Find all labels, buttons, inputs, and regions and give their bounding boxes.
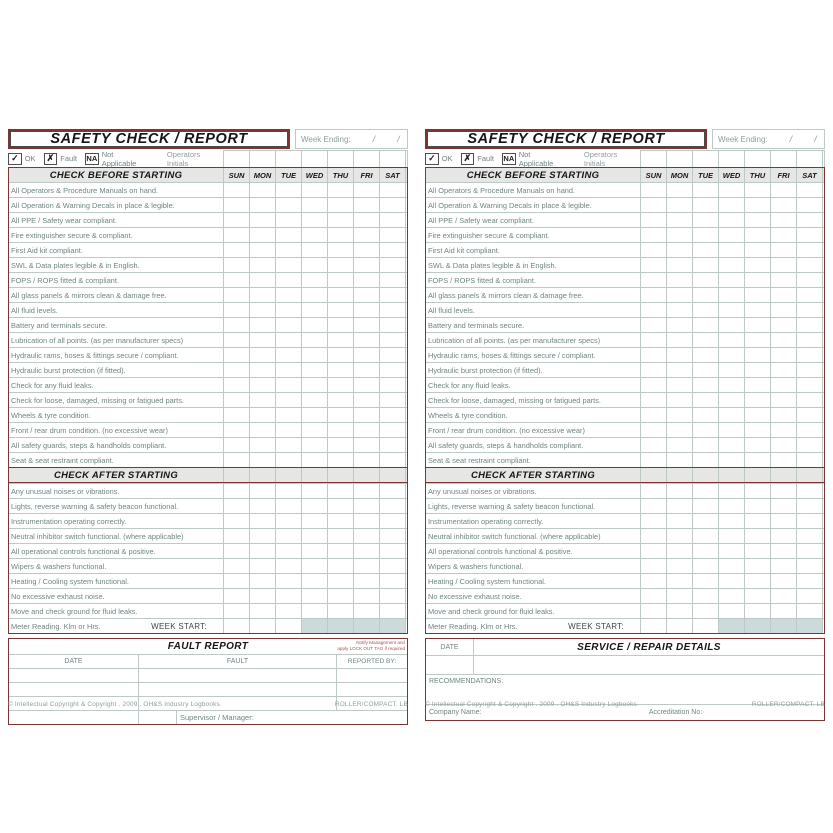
- day-check-cells: [224, 589, 406, 603]
- check-item-label: Front / rear drum condition. (no excessive wear): [9, 423, 224, 437]
- check-item-label: Wheels & tyre condition.: [9, 408, 224, 422]
- meter-reading-label: Meter Reading. Klm or Hrs.: [11, 621, 101, 631]
- check-item-label: Heating / Cooling system functional.: [426, 574, 641, 588]
- check-row: [426, 513, 824, 528]
- day-check-cells: [224, 544, 406, 558]
- check-row: [426, 603, 824, 618]
- check-row: [9, 377, 407, 392]
- check-row: [426, 197, 824, 212]
- check-item-label: Neutral inhibitor switch functional. (where applicable): [426, 529, 641, 543]
- day-check-cells: [641, 258, 823, 272]
- check-row: [426, 558, 824, 573]
- legend-labels: [425, 150, 640, 167]
- date-column-header: DATE: [426, 639, 474, 655]
- copyright-text: © Intellectual Copyright & Copyright . 2009 . OH&S Industry Logbooks.: [8, 701, 222, 708]
- check-item-label: All Operators & Procedure Manuals on hand.: [426, 183, 641, 197]
- check-item-label: All fluid levels.: [426, 303, 641, 317]
- copyright-text: © Intellectual Copyright & Copyright . 2009 . OH&S Industry Logbooks.: [425, 701, 639, 708]
- check-item-label: Lubrication of all points. (as per manufacturer specs): [9, 333, 224, 347]
- day-check-cells: [224, 529, 406, 543]
- day-check-cells: [224, 258, 406, 272]
- day-header: TUE: [693, 168, 719, 182]
- supervisor-label: Supervisor / Manager:: [180, 713, 254, 722]
- check-row: [9, 437, 407, 452]
- operators-initials-label: Operators Initials: [166, 149, 201, 168]
- check-row: [426, 347, 824, 362]
- day-check-cells: [224, 378, 406, 392]
- check-row: [426, 272, 824, 287]
- date-slash: /: [789, 134, 793, 144]
- not-applicable-icon: NA: [503, 154, 515, 163]
- check-row: [9, 347, 407, 362]
- form-code: ROLLER/COMPACT. LB: [751, 701, 825, 708]
- check-row: [9, 558, 407, 573]
- day-header: SAT: [380, 168, 406, 182]
- check-row: [426, 242, 824, 257]
- day-check-cells: [224, 243, 406, 257]
- check-item-label: No excessive exhaust noise.: [426, 589, 641, 603]
- fault-report-title: FAULT REPORT: [167, 641, 249, 652]
- day-check-cells: [641, 589, 823, 603]
- day-header: WED: [719, 168, 745, 182]
- supervisor-row: [9, 711, 407, 724]
- title-row: [8, 129, 408, 149]
- check-item-label: All operational controls functional & positive.: [426, 544, 641, 558]
- day-check-cells: [224, 453, 406, 467]
- day-check-cells: [641, 544, 823, 558]
- service-repair-title: SERVICE / REPAIR DETAILS: [577, 641, 721, 653]
- not-applicable-icon: NA: [86, 154, 98, 163]
- check-item-label: Hydraulic burst protection (if fitted).: [426, 363, 641, 377]
- check-row: [9, 197, 407, 212]
- legend-labels: [8, 150, 223, 167]
- day-check-cells: [224, 559, 406, 573]
- check-row: [426, 377, 824, 392]
- fault-column-header: FAULT: [139, 655, 337, 668]
- check-item-label: No excessive exhaust noise.: [9, 589, 224, 603]
- day-check-cells: [224, 273, 406, 287]
- fault-table-row: [9, 669, 407, 683]
- title-row: [425, 129, 825, 149]
- check-item-label: Any unusual noises or vibrations.: [426, 484, 641, 498]
- day-check-cells: [641, 243, 823, 257]
- meter-reading-label-cell: [9, 619, 224, 633]
- checklist-table: [8, 167, 408, 634]
- check-item-label: Fire extinguisher secure & compliant.: [426, 228, 641, 242]
- fault-report-box: [8, 638, 408, 725]
- day-check-cells: [641, 183, 823, 197]
- check-item-label: All Operators & Procedure Manuals on hand.: [9, 183, 224, 197]
- day-check-cells: [641, 574, 823, 588]
- page-footer: [8, 701, 408, 708]
- check-row: [9, 498, 407, 513]
- check-item-label: Wheels & tyre condition.: [426, 408, 641, 422]
- not-applicable-label: Not Applicable: [101, 149, 137, 168]
- day-check-cells: [641, 438, 823, 452]
- check-row: [9, 573, 407, 588]
- after-starting-header: [426, 467, 824, 483]
- before-starting-header: [426, 168, 824, 182]
- day-check-cells: [224, 228, 406, 242]
- check-row: [426, 422, 824, 437]
- meter-reading-cells: [641, 619, 823, 633]
- legend-day-cells: [640, 150, 825, 167]
- day-check-cells: [224, 438, 406, 452]
- check-item-label: SWL & Data plates legible & in English.: [426, 258, 641, 272]
- check-item-label: Check for any fluid leaks.: [9, 378, 224, 392]
- meter-reading-label: Meter Reading. Klm or Hrs.: [428, 621, 518, 631]
- check-item-label: All Operation & Warning Decals in place & legible.: [9, 198, 224, 212]
- day-check-cells: [224, 183, 406, 197]
- meter-reading-cells: [224, 619, 406, 633]
- company-name-label: Company Name:: [429, 709, 482, 716]
- check-row: [9, 242, 407, 257]
- check-item-label: SWL & Data plates legible & in English.: [9, 258, 224, 272]
- date-column-header: DATE: [9, 655, 139, 668]
- check-row: [9, 588, 407, 603]
- check-row: [9, 182, 407, 197]
- day-check-cells: [224, 333, 406, 347]
- day-header: SAT: [797, 168, 823, 182]
- day-check-cells: [224, 213, 406, 227]
- check-item-label: First Aid kit compliant.: [9, 243, 224, 257]
- check-item-label: All fluid levels.: [9, 303, 224, 317]
- check-item-label: Lubrication of all points. (as per manufacturer specs): [426, 333, 641, 347]
- day-check-cells: [224, 499, 406, 513]
- day-check-cells: [641, 499, 823, 513]
- check-item-label: FOPS / ROPS fitted & compliant.: [9, 273, 224, 287]
- day-check-cells: [224, 363, 406, 377]
- check-item-label: Front / rear drum condition. (no excessive wear): [426, 423, 641, 437]
- day-check-cells: [641, 529, 823, 543]
- legend: [8, 150, 408, 167]
- day-header: SUN: [641, 168, 667, 182]
- check-item-label: Neutral inhibitor switch functional. (where applicable): [9, 529, 224, 543]
- day-check-cells: [641, 198, 823, 212]
- check-row: [9, 272, 407, 287]
- after-starting-title: CHECK AFTER STARTING: [426, 468, 641, 482]
- day-check-cells: [224, 408, 406, 422]
- service-repair-row: [426, 656, 824, 675]
- meter-reading-row: [9, 618, 407, 633]
- day-check-cells: [641, 348, 823, 362]
- meter-reading-label-cell: [426, 619, 641, 633]
- page-footer: [425, 701, 825, 708]
- check-row: [9, 287, 407, 302]
- check-row: [9, 422, 407, 437]
- legend-day-cells: [223, 150, 408, 167]
- page-title: SAFETY CHECK / REPORT: [8, 129, 290, 149]
- day-check-cells: [224, 303, 406, 317]
- check-item-label: Wipers & washers functional.: [426, 559, 641, 573]
- page-title: SAFETY CHECK / REPORT: [425, 129, 707, 149]
- service-repair-header: [426, 639, 824, 656]
- check-row: [426, 407, 824, 422]
- day-check-cells: [641, 453, 823, 467]
- check-ok-icon: ✓: [425, 153, 439, 165]
- check-item-label: All safety guards, steps & handholds compliant.: [9, 438, 224, 452]
- week-ending-box: [712, 129, 825, 149]
- reported-by-column-header: REPORTED BY:: [347, 658, 397, 665]
- lockout-note: Notify Management and apply LOCK OUT TAG if required: [337, 640, 405, 651]
- check-row: [426, 182, 824, 197]
- day-check-cells: [224, 514, 406, 528]
- check-row: [426, 287, 824, 302]
- week-start-label: WEEK START:: [568, 621, 624, 631]
- fault-table-header: [9, 655, 407, 669]
- day-check-cells: [224, 604, 406, 618]
- check-row: [426, 483, 824, 498]
- before-starting-title: CHECK BEFORE STARTING: [426, 168, 641, 182]
- after-starting-title: CHECK AFTER STARTING: [9, 468, 224, 482]
- check-row: [426, 452, 824, 467]
- day-check-cells: [641, 559, 823, 573]
- check-row: [9, 227, 407, 242]
- check-row: [426, 362, 824, 377]
- check-row: [426, 302, 824, 317]
- day-check-cells: [224, 468, 406, 482]
- check-item-label: Heating / Cooling system functional.: [9, 574, 224, 588]
- checklist-table: [425, 167, 825, 634]
- check-item-label: Fire extinguisher secure & compliant.: [9, 228, 224, 242]
- check-row: [9, 317, 407, 332]
- check-row: [426, 588, 824, 603]
- check-row: [9, 212, 407, 227]
- day-header: TUE: [276, 168, 302, 182]
- check-item-label: All PPE / Safety wear compliant.: [426, 213, 641, 227]
- day-check-cells: [641, 303, 823, 317]
- check-ok-icon: ✓: [8, 153, 22, 165]
- week-ending-label: Week Ending:: [301, 134, 351, 144]
- check-row: [9, 528, 407, 543]
- check-item-label: Check for any fluid leaks.: [426, 378, 641, 392]
- check-item-label: Instrumentation operating correctly.: [426, 514, 641, 528]
- check-row: [9, 483, 407, 498]
- day-check-cells: [641, 333, 823, 347]
- date-slash: /: [397, 134, 400, 144]
- check-item-label: Hydraulic rams, hoses & fittings secure / compliant.: [9, 348, 224, 362]
- fault-label: Fault: [60, 154, 77, 163]
- check-item-label: Seat & seat restraint compliant.: [9, 453, 224, 467]
- check-item-label: Any unusual noises or vibrations.: [9, 484, 224, 498]
- check-row: [9, 392, 407, 407]
- check-row: [426, 543, 824, 558]
- check-row: [9, 513, 407, 528]
- day-check-cells: [641, 604, 823, 618]
- check-item-label: Battery and terminals secure.: [9, 318, 224, 332]
- day-check-cells: [224, 198, 406, 212]
- day-check-cells: [641, 228, 823, 242]
- check-row: [426, 227, 824, 242]
- check-item-label: Instrumentation operating correctly.: [9, 514, 224, 528]
- day-check-cells: [641, 363, 823, 377]
- day-check-cells: [641, 423, 823, 437]
- check-item-label: Hydraulic rams, hoses & fittings secure / compliant.: [426, 348, 641, 362]
- day-check-cells: [224, 348, 406, 362]
- day-check-cells: [224, 318, 406, 332]
- check-item-label: All safety guards, steps & handholds compliant.: [426, 438, 641, 452]
- check-row: [426, 257, 824, 272]
- day-check-cells: [224, 288, 406, 302]
- check-row: [426, 317, 824, 332]
- check-row: [426, 573, 824, 588]
- check-item-label: Battery and terminals secure.: [426, 318, 641, 332]
- page-left: [8, 129, 408, 722]
- check-item-label: All glass panels & mirrors clean & damage free.: [426, 288, 641, 302]
- day-check-cells: [224, 484, 406, 498]
- day-header: THU: [328, 168, 354, 182]
- check-row: [9, 543, 407, 558]
- date-slash: /: [372, 134, 376, 144]
- check-item-label: Lights, reverse warning & safety beacon functional.: [426, 499, 641, 513]
- day-check-cells: [224, 423, 406, 437]
- day-check-cells: [641, 514, 823, 528]
- day-header: WED: [302, 168, 328, 182]
- check-row: [426, 437, 824, 452]
- day-header: MON: [250, 168, 276, 182]
- week-start-label: WEEK START:: [151, 621, 207, 631]
- check-item-label: Move and check ground for fluid leaks.: [9, 604, 224, 618]
- day-check-cells: [224, 574, 406, 588]
- week-ending-box: [295, 129, 408, 149]
- form-code: ROLLER/COMPACT. LB: [334, 701, 408, 708]
- fault-x-icon: ✗: [44, 153, 58, 165]
- date-slash: /: [814, 134, 817, 144]
- check-item-label: All operational controls functional & positive.: [9, 544, 224, 558]
- check-item-label: Move and check ground for fluid leaks.: [426, 604, 641, 618]
- legend: [425, 150, 825, 167]
- check-row: [426, 332, 824, 347]
- week-ending-label: Week Ending:: [718, 134, 768, 144]
- check-row: [426, 498, 824, 513]
- check-item-label: First Aid kit compliant.: [426, 243, 641, 257]
- day-check-cells: [641, 408, 823, 422]
- check-item-label: All PPE / Safety wear compliant.: [9, 213, 224, 227]
- before-starting-header: [9, 168, 407, 182]
- ok-label: OK: [441, 154, 453, 163]
- check-row: [426, 392, 824, 407]
- check-item-label: All glass panels & mirrors clean & damage free.: [9, 288, 224, 302]
- check-item-label: All Operation & Warning Decals in place & legible.: [426, 198, 641, 212]
- check-item-label: Lights, reverse warning & safety beacon functional.: [9, 499, 224, 513]
- day-check-cells: [641, 393, 823, 407]
- check-row: [426, 212, 824, 227]
- day-check-cells: [641, 378, 823, 392]
- after-starting-header: [9, 467, 407, 483]
- before-starting-title: CHECK BEFORE STARTING: [9, 168, 224, 182]
- check-item-label: FOPS / ROPS fitted & compliant.: [426, 273, 641, 287]
- fault-report-header: [9, 639, 407, 655]
- check-row: [426, 528, 824, 543]
- page-right: [425, 129, 825, 715]
- check-row: [9, 302, 407, 317]
- check-row: [9, 257, 407, 272]
- day-header: MON: [667, 168, 693, 182]
- day-check-cells: [641, 288, 823, 302]
- check-item-label: Hydraulic burst protection (if fitted).: [9, 363, 224, 377]
- not-applicable-label: Not Applicable: [518, 149, 554, 168]
- day-check-cells: [641, 468, 823, 482]
- day-check-cells: [641, 484, 823, 498]
- day-check-cells: [641, 213, 823, 227]
- ok-label: OK: [24, 154, 36, 163]
- check-row: [9, 407, 407, 422]
- day-header: FRI: [771, 168, 797, 182]
- service-repair-box: [425, 638, 825, 721]
- fault-x-icon: ✗: [461, 153, 475, 165]
- check-row: [9, 362, 407, 377]
- day-header: FRI: [354, 168, 380, 182]
- check-row: [9, 332, 407, 347]
- check-item-label: Seat & seat restraint compliant.: [426, 453, 641, 467]
- check-item-label: Check for loose, damaged, missing or fatigued parts.: [426, 393, 641, 407]
- check-row: [9, 603, 407, 618]
- check-row: [9, 452, 407, 467]
- meter-reading-row: [426, 618, 824, 633]
- check-item-label: Wipers & washers functional.: [9, 559, 224, 573]
- day-header: THU: [745, 168, 771, 182]
- accreditation-no-label: Accreditation No:: [648, 709, 703, 716]
- day-check-cells: [224, 393, 406, 407]
- check-item-label: Check for loose, damaged, missing or fatigued parts.: [9, 393, 224, 407]
- fault-label: Fault: [477, 154, 494, 163]
- day-header: SUN: [224, 168, 250, 182]
- day-check-cells: [641, 318, 823, 332]
- operators-initials-label: Operators Initials: [583, 149, 618, 168]
- fault-table-row: [9, 683, 407, 697]
- recommendations-label: RECOMMENDATIONS:: [426, 675, 824, 705]
- day-check-cells: [641, 273, 823, 287]
